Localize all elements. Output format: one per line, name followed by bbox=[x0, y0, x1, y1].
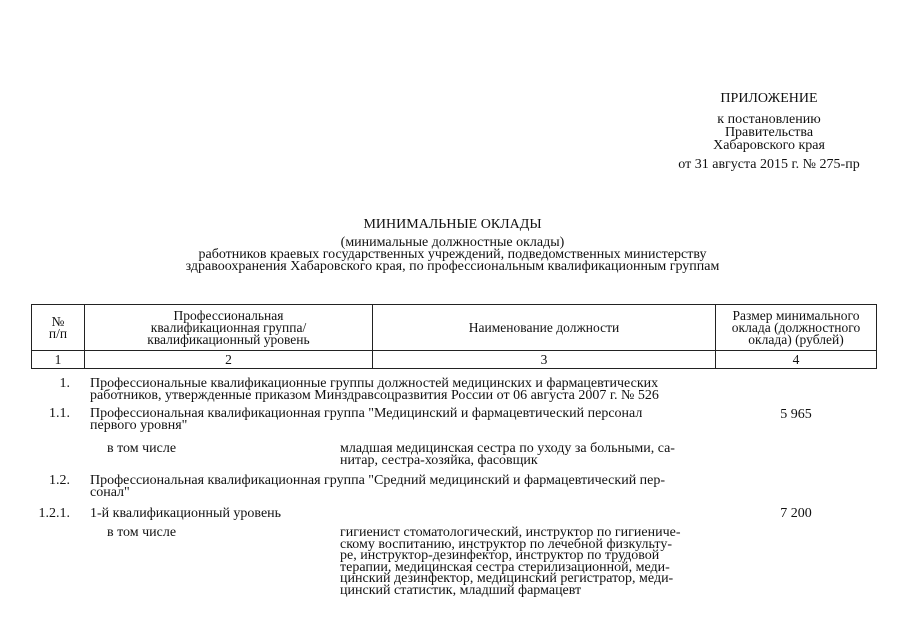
table-header bbox=[31, 304, 877, 369]
row-positions: младшая медицинская сестра по уходу за больными, са- нитар, сестра-хозяйка, фасовщик bbox=[340, 441, 675, 468]
row-including-label: в том числе bbox=[107, 441, 177, 456]
doc-title: МИНИМАЛЬНЫЕ ОКЛАДЫ bbox=[363, 217, 542, 232]
row-salary: 5 965 bbox=[780, 407, 812, 422]
row-text: 1-й квалификационный уровень bbox=[90, 506, 282, 521]
header-index: 3 bbox=[373, 351, 716, 369]
header-cell-salary: Размер минимального оклада (должностного оклада) (рублей) bbox=[716, 305, 877, 351]
row-number: 1.2. bbox=[49, 473, 70, 488]
appendix-line: к постановлению bbox=[717, 112, 821, 127]
appendix-line: Правительства bbox=[724, 125, 814, 140]
row-salary: 7 200 bbox=[780, 506, 812, 521]
header-cell-position: Наименование должности bbox=[373, 305, 716, 351]
header-index: 2 bbox=[85, 351, 373, 369]
row-including-label: в том числе bbox=[107, 525, 177, 540]
row-number: 1. bbox=[59, 376, 70, 391]
row-text: Профессиональные квалификационные группы должностей медицинских и фармацевтических работников, утвержденные приказом Минздравсоцразвития России от 06 августа 2007 г. № 526 bbox=[90, 376, 659, 403]
appendix-line: Хабаровского края bbox=[713, 138, 825, 153]
doc-subtitle: (минимальные должностные оклады) bbox=[340, 235, 565, 250]
doc-subtitle: здравоохранения Хабаровского края, по профессиональным квалификационным группам bbox=[185, 259, 720, 274]
row-text: Профессиональная квалификационная группа "Средний медицинский и фармацевтический пер- сонал" bbox=[90, 473, 666, 500]
header-index: 1 bbox=[32, 351, 85, 369]
header-cell-group: Профессиональная квалификационная группа/ квалификационный уровень bbox=[85, 305, 373, 351]
row-number: 1.2.1. bbox=[38, 506, 70, 521]
row-number: 1.1. bbox=[49, 406, 70, 421]
row-positions: гигиенист стоматологический, инструктор по гигиениче- скому воспитанию, инструктор по лечебной физкульту- ре, инструктор-дезинфектор, инструктор по трудовой терапии, медицинская сестра стерилизационной, меди- цинский дезинфектор, медицинский регистратор, меди- цинский статистик, младший фармацевт bbox=[340, 525, 681, 598]
doc-subtitle: работников краевых государственных учреждений, подведомственных министерству bbox=[198, 247, 707, 262]
appendix-block bbox=[669, 92, 869, 171]
row-text: Профессиональная квалификационная группа "Медицинский и фармацевтический персонал первого уровня" bbox=[90, 406, 643, 433]
appendix-title: ПРИЛОЖЕНИЕ bbox=[720, 91, 818, 106]
header-cell-number: № п/п bbox=[32, 305, 85, 351]
appendix-date: от 31 августа 2015 г. № 275-пр bbox=[678, 157, 860, 172]
header-index: 4 bbox=[716, 351, 877, 369]
doc-title-block bbox=[0, 219, 905, 273]
